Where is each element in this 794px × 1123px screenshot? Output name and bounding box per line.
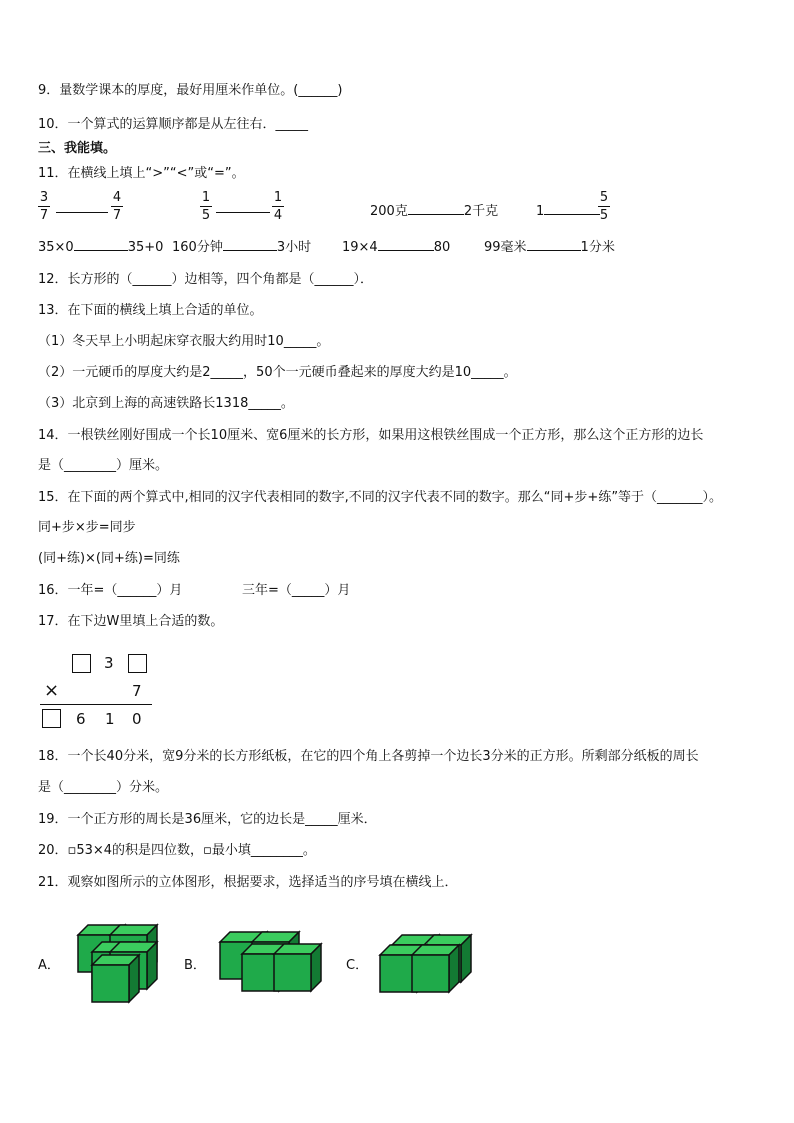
q10: 10．一个算式的运算顺序都是从左往右．_____: [38, 117, 309, 132]
digit: 6: [76, 710, 86, 728]
denominator: 7: [112, 208, 122, 223]
digit: 0: [132, 710, 142, 728]
q12: 12．长方形的（______）边相等，四个角都是（______）．: [38, 272, 374, 287]
denominator: 5: [201, 208, 211, 223]
figure-a: [78, 925, 157, 1002]
q21: 21．观察如图所示的立体图形，根据要求，选择适当的序号填在横线上．: [38, 875, 458, 890]
q17: 17．在下边W里填上合适的数。: [38, 614, 224, 629]
digit: 3: [104, 654, 114, 672]
q15: 15．在下面的两个算式中,相同的汉字代表相同的数字,不同的汉字代表不同的数字。那么“同+步+练”等于（_______）。: [38, 490, 723, 505]
q9: 9．量数学课本的厚度，最好用厘米作单位。(______): [38, 83, 343, 98]
option-b-label: B．: [184, 958, 206, 973]
digit: 7: [132, 682, 142, 700]
q18-line2: 是（________）分米。: [38, 780, 169, 795]
q15-equation2: (同+练)×(同+练)=同练: [38, 551, 180, 566]
numerator: 5: [599, 190, 609, 205]
q18-line1: 18．一个长40分米，宽9分米的长方形纸板，在它的四个角上各剪掉一个边长3分米的正方形。所剩部分纸板的周长: [38, 749, 699, 764]
compare-right: 80: [433, 240, 451, 255]
q20: 20．▫53×4的积是四位数，▫最小填________。: [38, 843, 316, 858]
q13-part2: （2）一元硬币的厚度大约是2_____，50个一元硬币叠起来的厚度大约是10_____。: [38, 365, 517, 380]
compare-left: 200克: [370, 204, 408, 219]
option-a-label: A．: [38, 958, 60, 973]
multiply-sign: ×: [44, 680, 60, 701]
numerator: 1: [201, 190, 211, 205]
compare-right: 2千克: [463, 204, 499, 219]
compare-right: 1分米: [580, 240, 615, 255]
compare-left: 35×0: [38, 240, 74, 255]
compare-right: 3小时: [276, 240, 312, 255]
figure-b: [220, 932, 321, 991]
numerator: 4: [112, 190, 122, 205]
q19: 19．一个正方形的周长是36厘米，它的边长是_____厘米．: [38, 812, 377, 827]
option-c-label: C．: [346, 958, 369, 973]
digit: 1: [105, 710, 115, 728]
compare-left: 160分钟: [172, 240, 223, 255]
q16-part2: 三年=（_____）月: [242, 583, 351, 598]
figure-c: [380, 935, 471, 992]
numerator: 1: [273, 190, 283, 205]
q11: 11．在横线上填上“>”“<”或“=”。: [38, 166, 245, 181]
q15-equation1: 同+步×步=同步: [38, 520, 136, 535]
q16-part1: 16．一年=（______）月: [38, 583, 183, 598]
denominator: 4: [273, 208, 283, 223]
q13-part3: （3）北京到上海的高速铁路长1318_____。: [38, 396, 294, 411]
denominator: 5: [599, 208, 609, 223]
section-3-heading: 三、我能填。: [38, 141, 117, 156]
q14-line1: 14．一根铁丝刚好围成一个长10厘米、宽6厘米的长方形，如果用这根铁丝围成一个正方形，那么这个正方形的边长: [38, 428, 704, 443]
compare-left: 19×4: [342, 240, 378, 255]
compare-left: 1: [536, 204, 545, 219]
q13-part1: （1）冬天早上小明起床穿衣服大约用时10_____。: [38, 334, 330, 349]
denominator: 7: [39, 208, 49, 223]
compare-left: 99毫米: [484, 240, 527, 255]
q13: 13．在下面的横线上填上合适的单位。: [38, 303, 263, 318]
compare-right: 35+0: [127, 240, 164, 255]
numerator: 3: [39, 190, 49, 205]
q14-line2: 是（________）厘米。: [38, 458, 169, 473]
